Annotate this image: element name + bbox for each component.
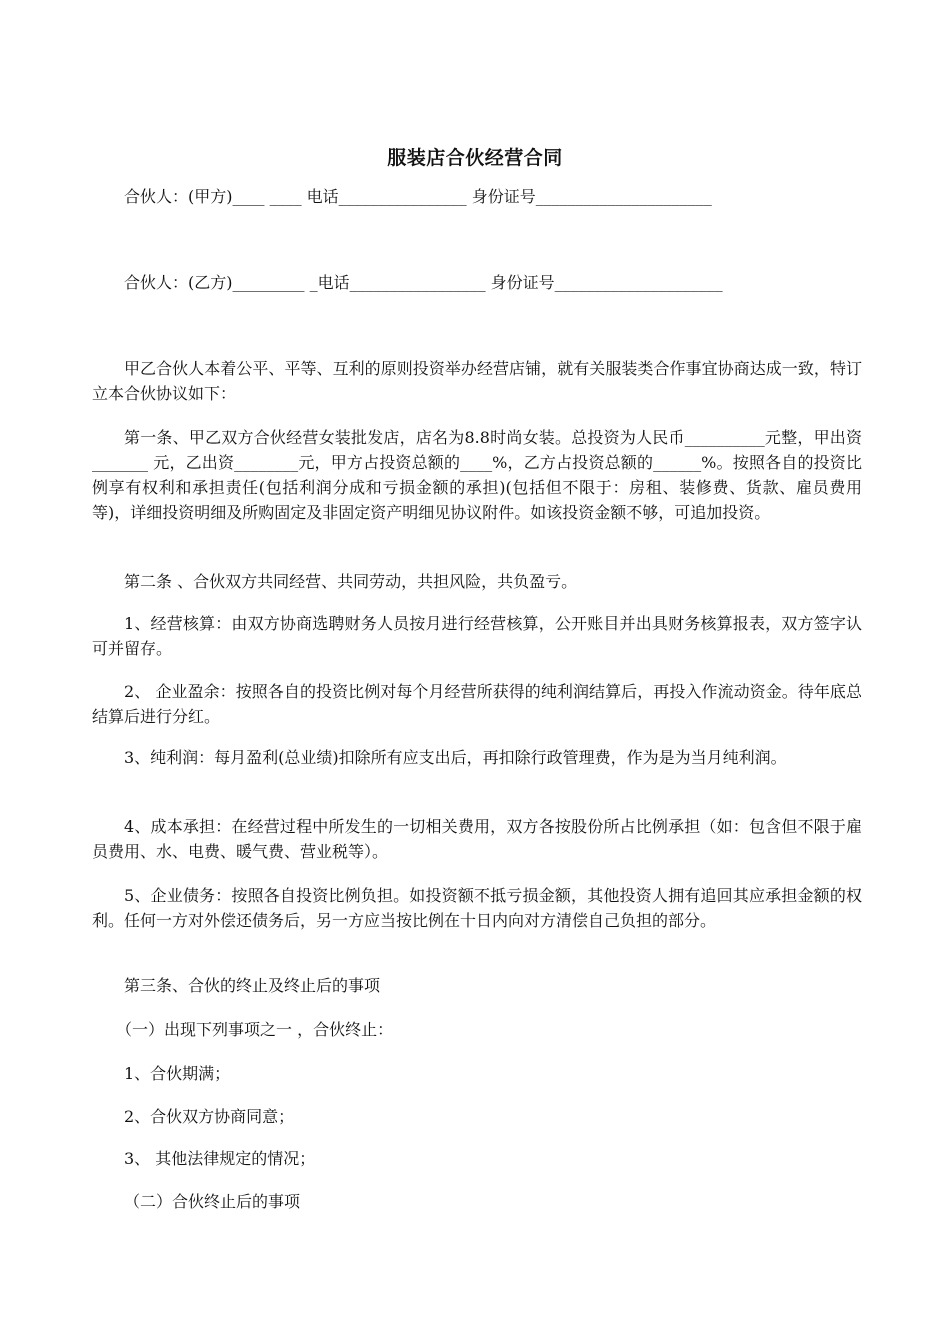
- article-3: 第三条、合伙的终止及终止后的事项: [124, 976, 381, 995]
- termination-item-2: 2、合伙双方协商同意；: [124, 1107, 295, 1126]
- clause-2-surplus: 2、 企业盈余：按照各自的投资比例对每个月经营所获得的纯利润结算后，再投入作流动资金。待年底总结算后进行分红。: [92, 682, 862, 726]
- article-1: 第一条、甲乙双方合伙经营女装批发店，店名为8.8时尚女装。总投资为人民币__________元整，甲出资_______ 元，乙出资________元，甲方占投资总额的____%，乙方占投资总额的______%。按照各自的投资比例享有权利和承担责任(包括利润分成和亏损金额的承担)(包括但不限于：房租、装修费、货款、雇员费用等)，详细投资明细及所购固定及非固定资产明细见协议附件。如该投资金额不够，可追加投资。: [92, 428, 862, 522]
- article-2: 第二条 、合伙双方共同经营、共同劳动，共担风险，共负盈亏。: [124, 572, 578, 591]
- clause-1-accounting: 1、经营核算：由双方协商选聘财务人员按月进行经营核算，公开账目并出具财务核算报表，双方签字认可并留存。: [92, 614, 862, 658]
- subsection-1: （一）出现下列事项之一 ，合伙终止：: [116, 1020, 394, 1039]
- clause-5-debt: 5、企业债务：按照各自投资比例负担。如投资额不抵亏损金额，其他投资人拥有追回其应承担金额的权利。任何一方对外偿还债务后，另一方应当按比例在十日内向对方清偿自己负担的部分。: [92, 886, 862, 930]
- clause-3-net-profit: 3、纯利润：每月盈利(总业绩)扣除所有应支出后，再扣除行政管理费，作为是为当月纯利润。: [124, 748, 787, 767]
- termination-item-1: 1、合伙期满；: [124, 1064, 231, 1083]
- party-a-line: 合伙人：(甲方)____ ____ 电话________________ 身份证号______________________: [124, 187, 712, 206]
- document-title: 服装店合伙经营合同: [387, 147, 563, 169]
- subsection-2: （二）合伙终止后的事项: [124, 1192, 301, 1211]
- party-b-line: 合伙人：(乙方)_________ _电话_________________ 身份证号_____________________: [124, 273, 723, 292]
- termination-item-3: 3、 其他法律规定的情况；: [124, 1149, 316, 1168]
- clause-4-cost: 4、成本承担：在经营过程中所发生的一切相关费用，双方各按股份所占比例承担（如：包含但不限于雇员费用、水、电费、暖气费、营业税等）。: [92, 817, 862, 861]
- intro-paragraph: 甲乙合伙人本着公平、平等、互利的原则投资举办经营店铺，就有关服装类合作事宜协商达成一致，特订立本合伙协议如下：: [92, 359, 862, 403]
